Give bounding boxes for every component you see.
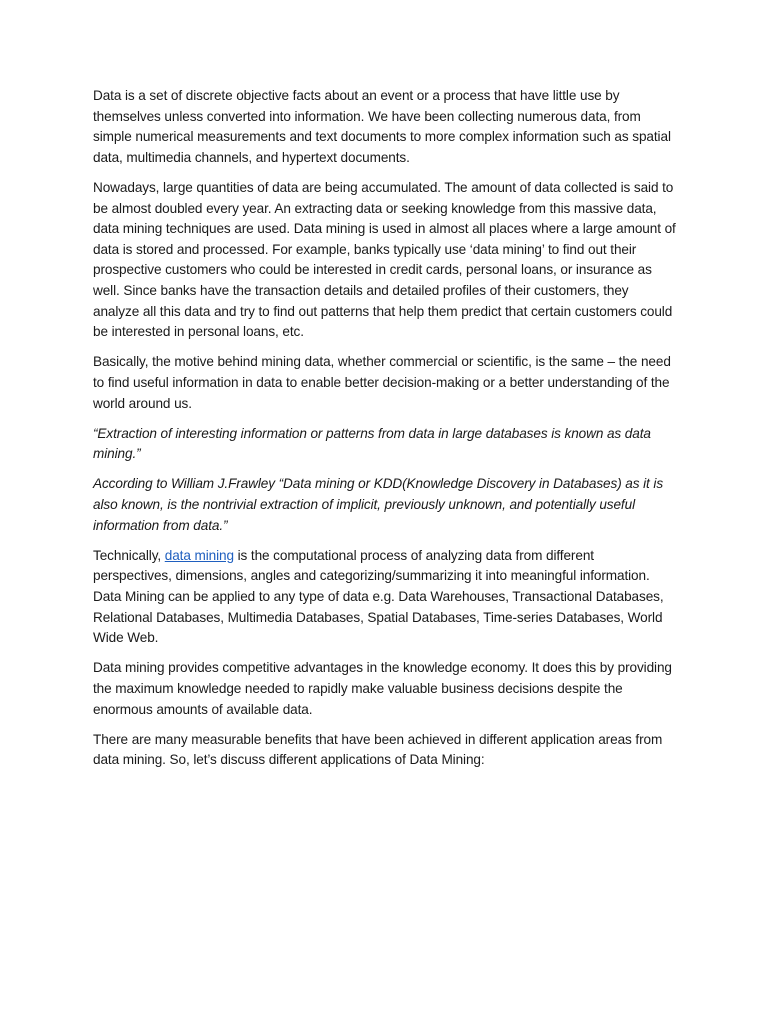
quote-frawley: According to William J.Frawley “Data mining or KDD(Knowledge Discovery in Databases) as it is also known, is the nontrivial extraction of implicit, previously unknown, and potentially useful information from data.” [93, 476, 664, 533]
paragraph-data-accumulation: Nowadays, large quantities of data are being accumulated. The amount of data collected is said to be almost doubled every year. An extracting data or seeking knowledge from this massive data, data mining techniques are used. Data mining is used in almost all places where a large amount of data is stored and processed. For example, banks typically use ‘data mining’ to find out their prospective customers who could be interested in credit cards, personal loans, or insurance as well. Since banks have the transaction details and detailed profiles of their customers, they analyze all this data and try to find out patterns that help them predict that certain customers could be interested in personal loans, etc. [93, 179, 676, 340]
quote-definition: “Extraction of interesting information or patterns from data in large databases is known as data mining.” [93, 425, 651, 462]
paragraph-technically-rest: is the computational process of analyzing data from different perspectives, dimensions, angles and categorizing/summarizing it into meaningful information. Data Mining can be applied to any type of data e.g. Data Warehouses, Transactional Databases, Relational Databases, Multimedia Databases, Spatial Databases, Time-series Databases, World Wide Web. [93, 547, 664, 646]
paragraph-data-definition: Data is a set of discrete objective facts about an event or a process that have little use by themselves unless converted into information. We have been collecting numerous data, from simple numerical measurements and text documents to more complex information such as spatial data, multimedia channels, and hypertext documents. [93, 88, 671, 165]
paragraph-applications-intro: There are many measurable benefits that have been achieved in different application areas from data mining. So, let’s discuss different applications of Data Mining: [93, 731, 663, 768]
data-mining-link[interactable]: data mining [164, 547, 234, 563]
paragraph-competitive-advantages: Data mining provides competitive advantages in the knowledge economy. It does this by providing the maximum knowledge needed to rapidly make valuable business decisions despite the enormous amounts of available data. [93, 660, 672, 717]
paragraph-technically [93, 546, 676, 649]
paragraph-motive: Basically, the motive behind mining data, whether commercial or scientific, is the same – the need to find useful information in data to enable better decision-making or a better understanding of the world around us. [93, 354, 671, 411]
paragraph-technically-lead: Technically, [93, 547, 165, 563]
